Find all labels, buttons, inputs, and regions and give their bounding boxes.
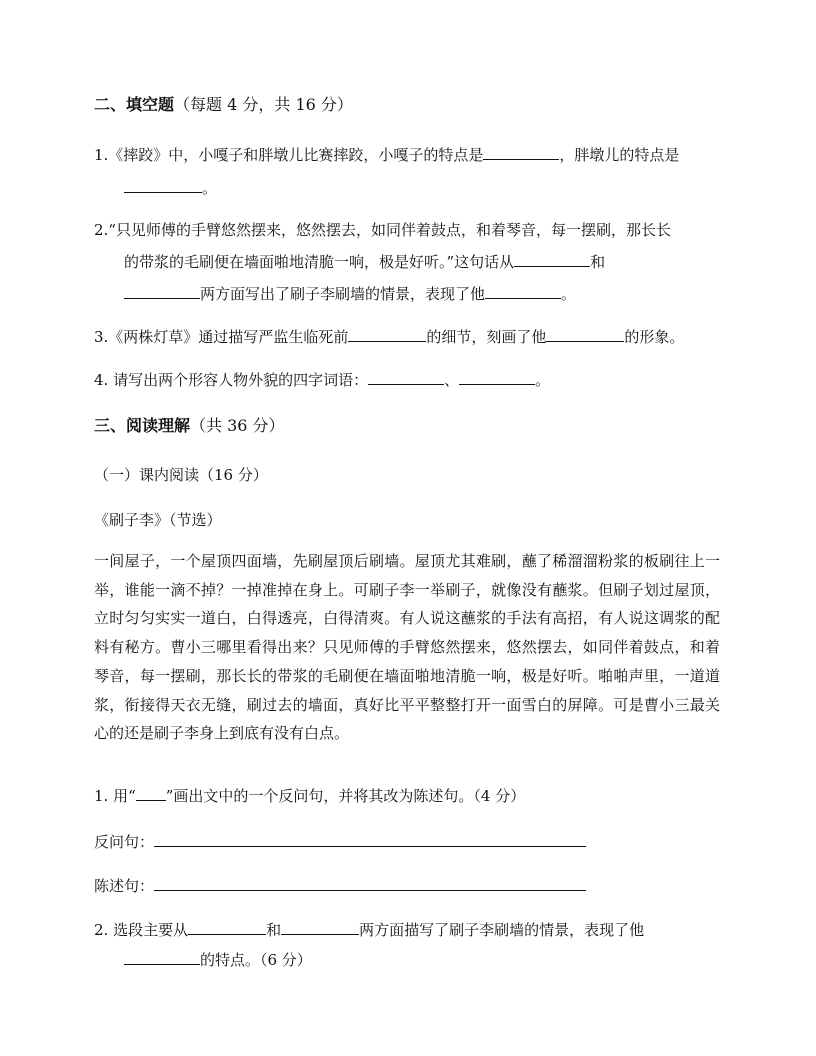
s2-q2-text: 2.“只见师傅的手臂悠然摆来，悠然摆去，如同伴着鼓点，和着琴音，每一摆刷，那长长 [94,221,671,239]
s2-q2-line3 [124,284,576,304]
s3-q1-answer-b [94,876,586,896]
section2-note: （每题 4 分，共 16 分） [174,95,353,114]
s3-q2-line1 [94,920,644,940]
section3-note: （共 36 分） [190,416,285,435]
s3-q2-text2: 两方面描写了刷子李刷墙的情景，表现了他 [359,921,645,939]
underline-sample [136,786,166,801]
s2-q1-text2: ，胖墩儿的特点是 [559,146,680,164]
answer-blank[interactable] [281,920,359,935]
s3-q2-line2 [124,950,312,970]
s2-q3-text2: 的细节，刻画了他 [426,328,547,346]
answer-blank[interactable] [546,327,624,342]
s3-q1-line [94,786,525,806]
section2-heading [94,95,353,115]
rhetorical-label: 反问句： [94,833,155,851]
rhetorical-answer-line[interactable] [154,832,586,847]
s3-q2-and: 和 [266,921,282,939]
s3-sub1-text: （一）课内阅读（16 分） [94,466,268,484]
section3-heading [94,416,285,436]
s2-q1-end: 。 [202,179,218,197]
s2-q3-text: 3.《两株灯草》通过描写严监生临死前 [94,328,349,346]
s2-q2-end: 。 [561,285,577,303]
answer-blank[interactable] [188,920,266,935]
s3-q2-end: 的特点。（6 分） [200,951,312,969]
s2-q2-line1 [94,220,671,240]
s2-q2-line2 [124,252,605,272]
s2-q2-text3: 两方面写出了刷子李刷墙的情景，表现了他 [200,285,486,303]
s2-q4-line [94,370,550,390]
s2-q1-line2 [124,178,217,198]
answer-blank[interactable] [124,284,200,299]
s2-q4-sep: 、 [444,371,460,389]
s2-q3-line [94,327,684,347]
section2-title: 二、填空题 [94,95,175,114]
declarative-answer-line[interactable] [154,876,586,891]
answer-blank[interactable] [483,145,559,160]
declarative-label: 陈述句： [94,877,155,895]
section3-title: 三、阅读理解 [94,416,191,435]
answer-blank[interactable] [485,284,561,299]
answer-blank[interactable] [368,370,444,385]
passage-text: 一间屋子，一个屋顶四面墙，先刷屋顶后刷墙。屋顶尤其难刷，蘸了稀溜溜粉浆的板刷往上一举，谁能一滴不掉？一掉准掉在身上。可刷子李一举刷子，就像没有蘸浆。但刷子划过屋顶，立时匀匀实实一道白，白得透亮，白得清爽。有人说这蘸浆的手法有高招，有人说这调浆的配料有秘方。曹小三哪里看得出来？只见师傅的手臂悠然摆来，悠然摆去，如同伴着鼓点，和着琴音，每一摆刷，那长长的带浆的毛刷便在墙面啪地清脆一响，极是好听。啪啪声里，一道道浆，衔接得天衣无缝，刷过去的墙面，真好比平平整整打开一面雪白的屏障。可是曹小三最关心的还是刷子李身上到底有没有白点。 [94,552,720,743]
s3-subsection [94,465,268,485]
s2-q1-line1 [94,145,679,165]
answer-blank[interactable] [348,327,426,342]
s2-q4-text: 4. 请写出两个形容人物外貌的四字词语： [94,371,369,389]
answer-blank[interactable] [124,950,200,965]
s2-q2-and: 和 [590,253,606,271]
s2-q3-end: 的形象。 [624,328,685,346]
s2-q2-text2: 的带浆的毛刷便在墙面啪地清脆一响，极是好听。”这句话从 [124,253,515,271]
s3-q1-answer-a [94,832,586,852]
answer-blank[interactable] [459,370,535,385]
s2-q4-end: 。 [535,371,551,389]
s2-q1-text: 1.《摔跤》中，小嘎子和胖墩儿比赛摔跤，小嘎子的特点是 [94,146,484,164]
s3-q1-text2: ”画出文中的一个反问句，并将其改为陈述句。（4 分） [165,787,526,805]
answer-blank[interactable] [124,178,202,193]
passage-title [94,510,222,530]
s3-q1-text: 1. 用“ [94,787,136,805]
s3-q2-text: 2. 选段主要从 [94,921,189,939]
passage-title-text: 《刷子李》（节选） [94,511,222,529]
answer-blank[interactable] [514,252,590,267]
